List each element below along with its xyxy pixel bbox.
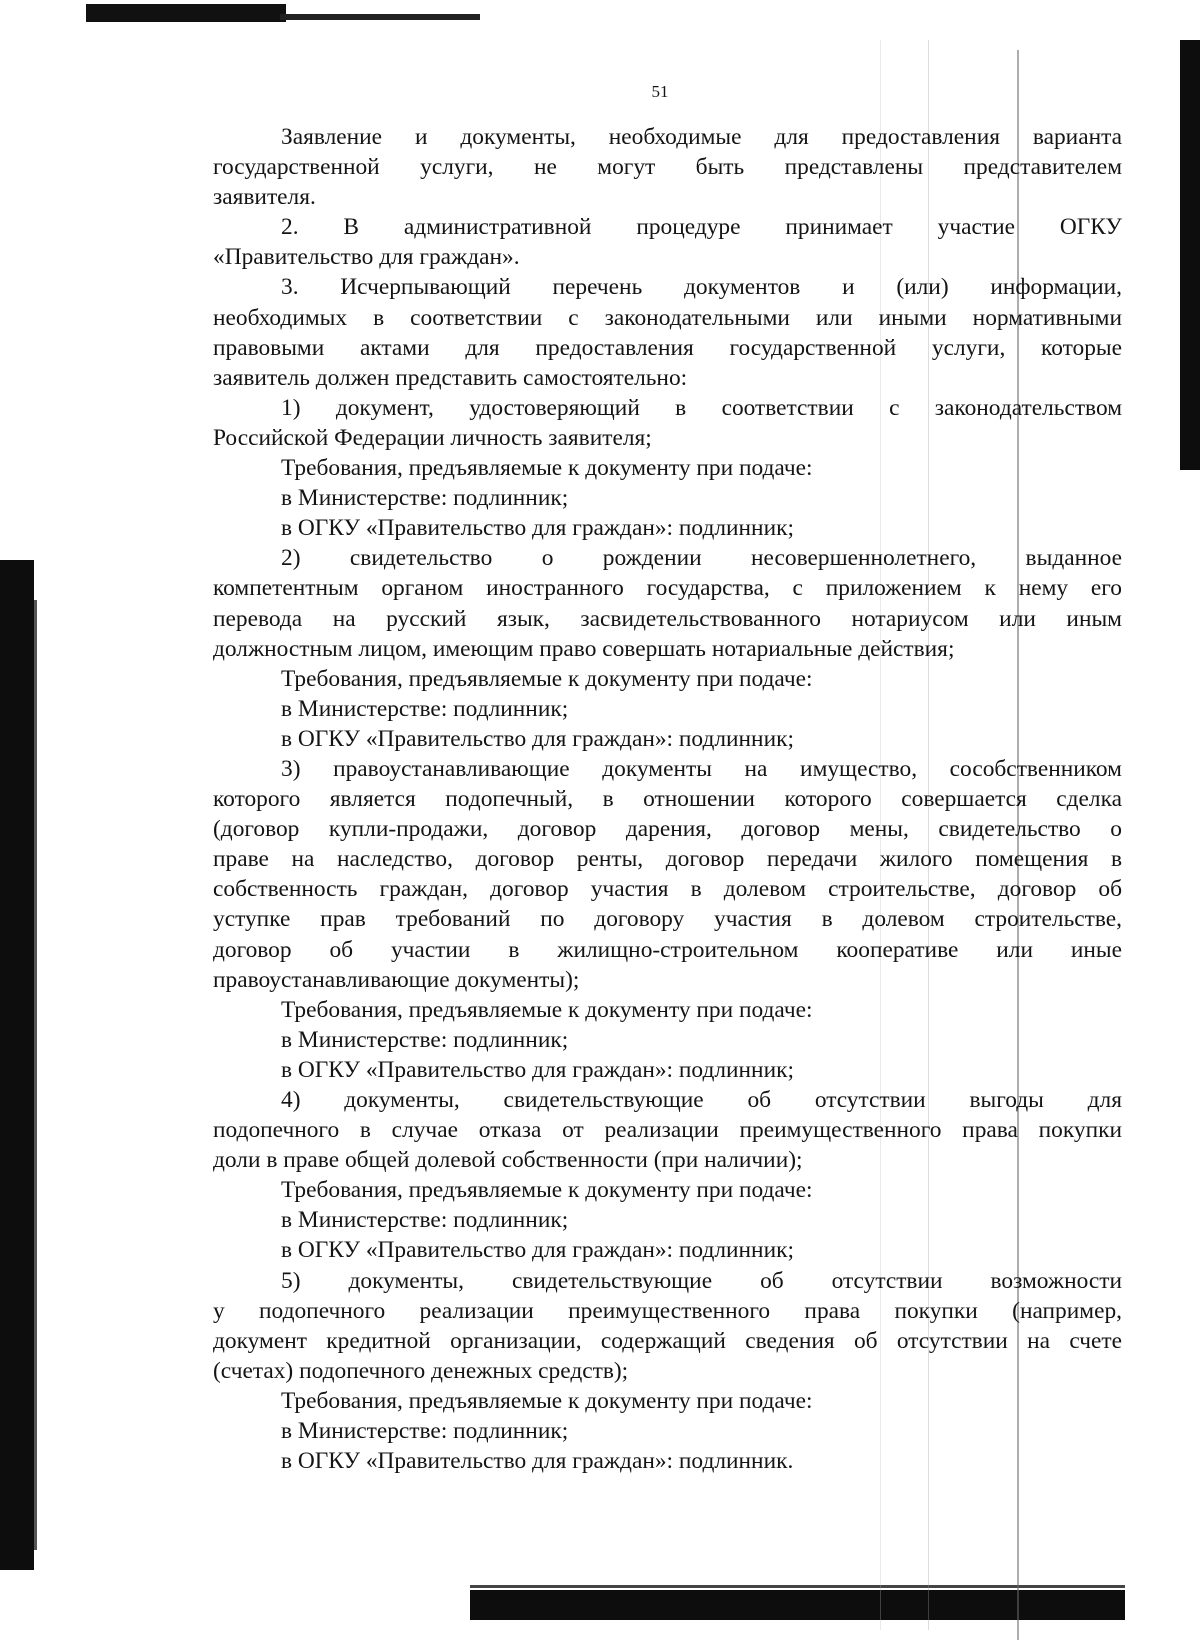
text-line: государственной услуги, не могут быть представлены представителем <box>213 154 1122 181</box>
text-line: (счетах) подопечного денежных средств); <box>213 1357 629 1384</box>
text-line: 1) документ, удостоверяющий в соответствии с законодательством <box>281 394 1122 421</box>
text-line: в ОГКУ «Правительство для граждан»: подлинник; <box>281 725 794 752</box>
text-line: собственность граждан, договор участия в долевом строительстве, договор об <box>213 876 1122 903</box>
text-line: Требования, предъявляемые к документу при подаче: <box>281 996 813 1023</box>
text-line: документ кредитной организации, содержащий сведения об отсутствии на счете <box>213 1327 1122 1354</box>
text-line: (договор купли-продажи, договор дарения, договор мены, свидетельство о <box>213 816 1122 843</box>
text-line: которого является подопечный, в отношении которого совершается сделка <box>213 786 1122 813</box>
text-line: доли в праве общей долевой собственности (при наличии); <box>213 1147 803 1174</box>
text-line: должностным лицом, имеющим право совершать нотариальные действия; <box>213 635 955 662</box>
text-line: 5) документы, свидетельствующие об отсутствии возможности <box>281 1267 1122 1294</box>
text-line: заявителя. <box>213 184 316 211</box>
text-line: Заявление и документы, необходимые для предоставления варианта <box>281 124 1122 150</box>
page-number: 51 <box>651 82 669 101</box>
scan-artifact-top-bar <box>86 4 286 22</box>
text-line: 2. В административной процедуре принимает участие ОГКУ <box>281 214 1122 241</box>
text-line: в ОГКУ «Правительство для граждан»: подлинник; <box>281 515 794 542</box>
text-line: правовыми актами для предоставления государственной услуги, которые <box>213 334 1122 361</box>
text-line: необходимых в соответствии с законодательными или иными нормативными <box>213 304 1122 331</box>
text-line: в ОГКУ «Правительство для граждан»: подлинник. <box>281 1448 794 1475</box>
text-line: «Правительство для граждан». <box>213 244 520 271</box>
text-line: правоустанавливающие документы); <box>213 966 580 993</box>
text-line: 4) документы, свидетельствующие об отсутствии выгоды для <box>281 1087 1122 1113</box>
text-line: в ОГКУ «Правительство для граждан»: подлинник; <box>281 1056 794 1083</box>
text-line: Требования, предъявляемые к документу при подаче: <box>281 455 813 482</box>
scan-artifact-top-bar-tail <box>280 14 480 20</box>
text-line: компетентным органом иностранного государства, с приложением к нему его <box>213 575 1122 602</box>
text-line: подопечного в случае отказа от реализации преимущественного права покупки <box>213 1117 1122 1144</box>
text-line: Требования, предъявляемые к документу при подаче: <box>281 665 813 692</box>
text-line: 3. Исчерпывающий перечень документов и (или) информации, <box>281 274 1122 301</box>
scan-artifact-left-edge <box>34 600 37 1550</box>
scan-artifact-right-bar <box>1180 40 1200 470</box>
text-line: в Министерстве: подлинник; <box>281 1026 569 1053</box>
text-line: Российской Федерации личность заявителя; <box>213 424 652 451</box>
scan-artifact-left-bar <box>0 560 34 1570</box>
scan-artifact-bottom-bar <box>470 1590 1125 1620</box>
text-line: договор об участии в жилищно-строительном кооперативе или иные <box>213 936 1122 963</box>
text-line: у подопечного реализации преимущественного права покупки (например, <box>213 1297 1122 1324</box>
text-line: 2) свидетельство о рождении несовершеннолетнего, выданное <box>281 545 1122 572</box>
text-line: в Министерстве: подлинник; <box>281 1418 569 1445</box>
text-line: в Министерстве: подлинник; <box>281 1207 569 1234</box>
text-line: заявитель должен представить самостоятельно: <box>213 364 688 391</box>
text-line: в Министерстве: подлинник; <box>281 695 569 722</box>
text-line: Требования, предъявляемые к документу при подаче: <box>281 1177 813 1204</box>
text-line: перевода на русский язык, засвидетельствованного нотариусом или иным <box>213 605 1122 632</box>
text-line: в ОГКУ «Правительство для граждан»: подлинник; <box>281 1237 794 1264</box>
text-line: праве на наследство, договор ренты, договор передачи жилого помещения в <box>213 846 1122 873</box>
text-line: в Министерстве: подлинник; <box>281 485 569 512</box>
text-line: Требования, предъявляемые к документу при подаче: <box>281 1387 813 1414</box>
document-body <box>213 122 1122 1476</box>
text-line: 3) правоустанавливающие документы на имущество, сособственником <box>281 755 1122 782</box>
scan-artifact-bottom-line <box>470 1585 1125 1588</box>
text-line: уступке прав требований по договору участия в долевом строительстве, <box>213 906 1122 933</box>
